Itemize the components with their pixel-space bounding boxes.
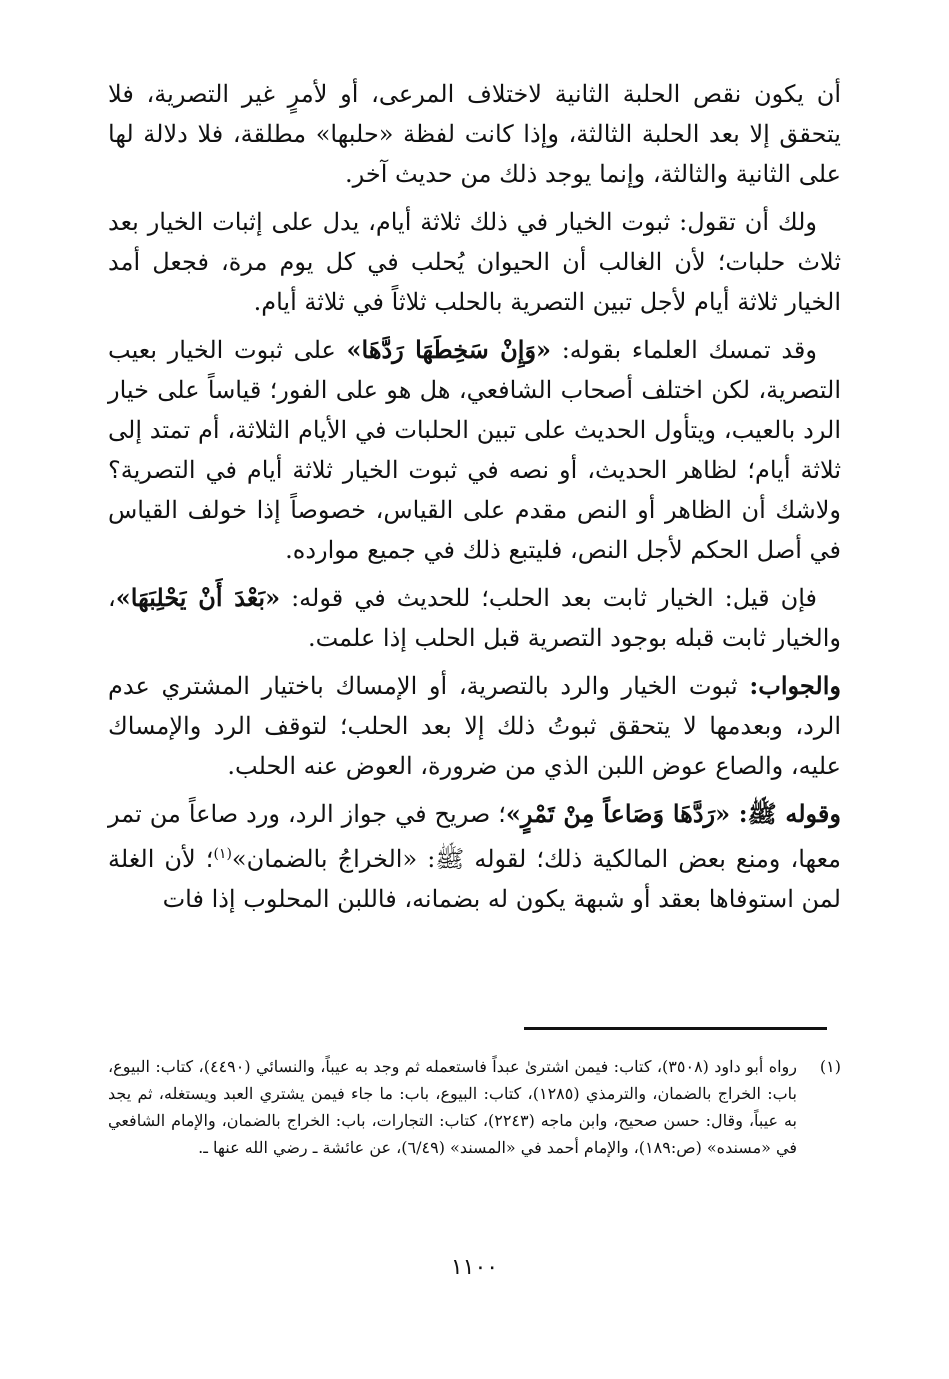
answer-label: والجواب: bbox=[749, 671, 841, 700]
footnote-separator bbox=[524, 1027, 827, 1030]
footnote-number: (١) bbox=[819, 1057, 841, 1076]
footnote-text: رواه أبو داود (٣٥٠٨)، كتاب: فيمن اشترىٰ عبداً فاستعمله ثم وجد به عيباً، والنسائي (٤٤٩٠)، كتاب: البيوع، باب: الخراج بالضمان، والترمذي (١٢٨٥)، كتاب: البيوع، باب: ما جاء فيمن يشتري العبد ويستغله، ثم يجد به عيباً، وقال: حسن صحيح، وابن ماجه (٢٢٤٣)، كتاب: التجارات، باب: الخراج بالضمان، والإمام الشافعي في «مسنده» (ص:١٨٩)، والإمام أحمد في «المسند» (٦/٤٩)، عن عائشة ـ رضي الله عنها ـ. bbox=[108, 1057, 798, 1157]
paragraph-6-label: وقوله ﷺ: bbox=[738, 799, 841, 828]
paragraph-3-intro: وقد تمسك العلماء بقوله: bbox=[551, 336, 817, 364]
paragraph-1: أن يكون نقص الحلبة الثانية لاختلاف المرعى، أو لأمرٍ غير التصرية، فلا يتحقق إلا بعد الحلبة الثالثة، وإذا كانت لفظة «حلبها» مطلقة، فلا دلالة لها على الثانية والثالثة، وإنما يوجد ذلك من حديث آخر. bbox=[108, 80, 841, 188]
paragraph-4 bbox=[108, 578, 841, 658]
paragraph-6 bbox=[108, 794, 841, 919]
main-text bbox=[108, 74, 841, 927]
paragraph-4-intro: فإن قيل: الخيار ثابت بعد الحلب؛ للحديث في قوله: bbox=[280, 584, 818, 612]
paragraph-4-text: ، والخيار ثابت قبله بوجود التصرية قبل الحلب إذا علمت. bbox=[108, 584, 841, 652]
paragraph-6-end: ؛ لأن الغلة لمن استوفاها بعقد أو شبهة يكون له بضمانه، فاللبن المحلوب إذا فات bbox=[108, 845, 841, 913]
page-number: ١١٠٠ bbox=[450, 1255, 499, 1280]
paragraph-3 bbox=[108, 330, 841, 570]
hadith-quote: «رَدَّهَا وَصَاعاً مِنْ تَمْرٍ» bbox=[505, 799, 739, 828]
paragraph-5-text: ثبوت الخيار والرد بالتصرية، أو الإمساك باختيار المشتري عدم الرد، وبعدمها لا يتحقق ثبوتُ ذلك إلا بعد الحلب؛ لتوقف الرد والإمساك عليه، والصاع عوض اللبن الذي من ضرورة، العوض عنه الحلب. bbox=[108, 672, 841, 780]
paragraph-5 bbox=[108, 666, 841, 786]
hadith-quote: «بَعْدَ أَنْ يَحْلِبَهَا» bbox=[115, 583, 281, 612]
paragraph-3-text: على ثبوت الخيار بعيب التصرية، لكن اختلف أصحاب الشافعي، هل هو على الفور؛ قياساً على خيار الرد بالعيب، ويتأول الحديث على تبين الحلبات في الأيام الثلاثة، أم تمتد إلى ثلاثة أيام؛ لظاهر الحديث، أو نصه في ثبوت الخيار ثلاثة أيام في التصرية؟ ولاشك أن الظاهر أو النص مقدم على القياس، خصوصاً إذا خولف القياس في أصل الحكم لأجل النص، فليتبع ذلك في جميع موارده. bbox=[108, 336, 841, 564]
footnote-marker: (١) bbox=[213, 846, 232, 862]
hadith-quote: «وَإِنْ سَخِطَهَا رَدَّهَا» bbox=[346, 335, 552, 364]
paragraph-6-text: ؛ صريح في جواز الرد، ورد صاعاً من تمر معها، ومنع بعض المالكية ذلك؛ لقوله ﷺ: «الخراجُ بالضمان» bbox=[108, 800, 842, 873]
footnote bbox=[108, 1053, 841, 1161]
paragraph-2: ولك أن تقول: ثبوت الخيار في ذلك ثلاثة أيام، يدل على إثبات الخيار بعد ثلاث حلبات؛ لأن الغالب أن الحيوان يُحلب في كل يوم مرة، فجعل أمد الخيار ثلاثة أيام لأجل تبين التصرية بالحلب ثلاثاً في ثلاثة أيام. bbox=[108, 208, 841, 316]
